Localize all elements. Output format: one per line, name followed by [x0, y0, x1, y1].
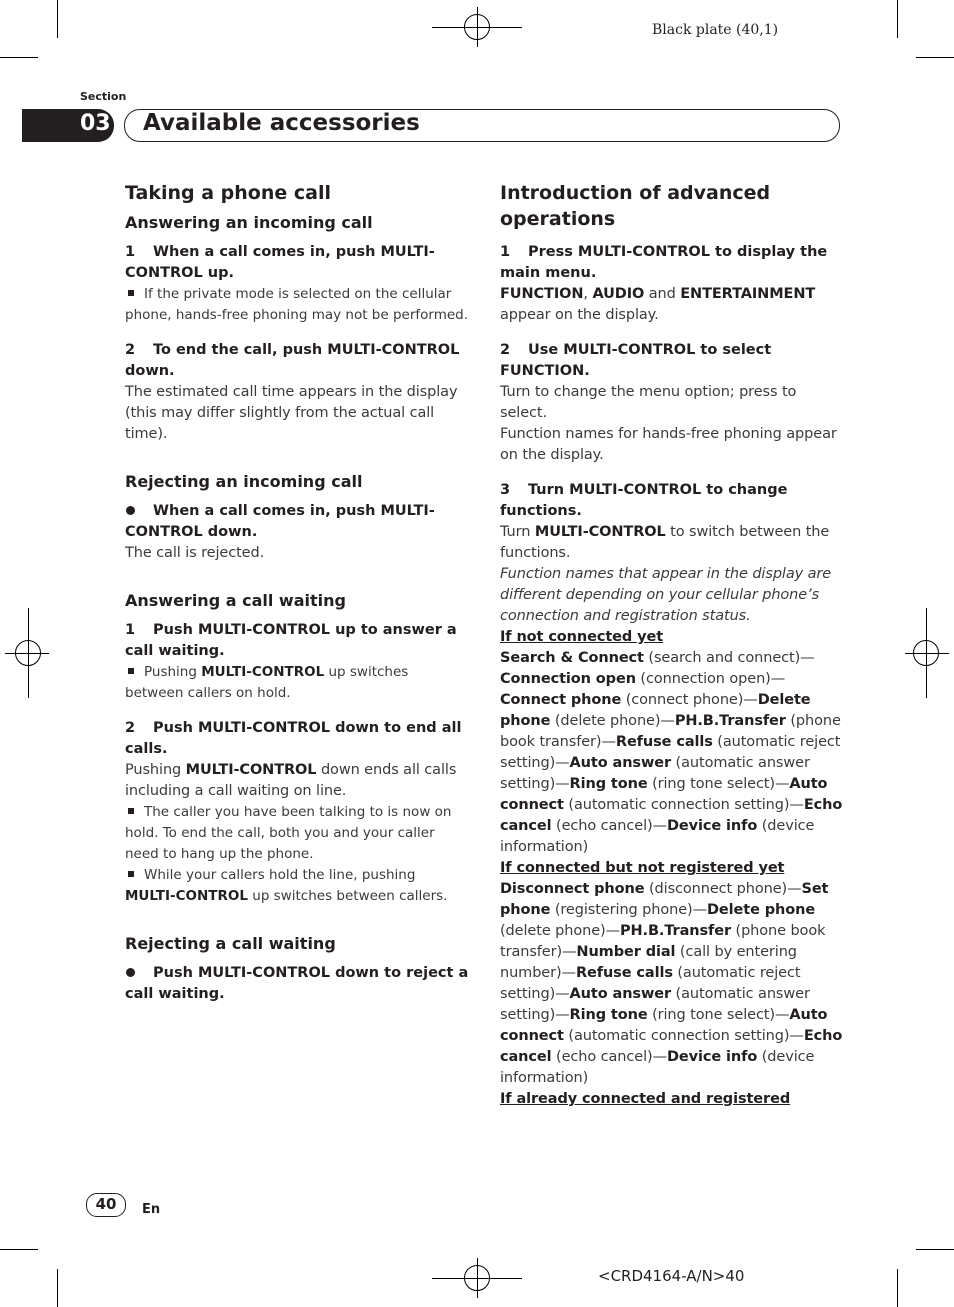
- function-name: Number dial: [576, 944, 676, 960]
- function-description: (disconnect phone)—: [644, 881, 802, 897]
- function-description: (registering phone)—: [550, 902, 707, 918]
- crop-mark: [0, 57, 38, 58]
- rejecting-step: When a call comes in, push MULTI-CONTROL down.: [125, 503, 435, 540]
- bullet-dot-icon: [126, 506, 135, 515]
- intro-step-3-italic: Function names that appear in the display are different depending on your cellular phone’s connection and registration status.: [500, 566, 832, 624]
- answering-body-2: The estimated call time appears in the display (this may differ slightly from the actual call time).: [125, 384, 458, 442]
- function-name: Device info: [666, 1049, 758, 1065]
- crop-mark: [0, 1249, 38, 1250]
- function-name: Auto connect: [500, 1007, 828, 1044]
- function-name: Echo cancel: [500, 797, 843, 834]
- intro-step-2: 2 Use MULTI-CONTROL to select FUNCTION.: [500, 342, 772, 379]
- waiting-note-2: The caller you have been talking to is now on hold. To end the call, both you and your caller need to hang up the phone.: [125, 804, 452, 862]
- language-label: En: [142, 1202, 161, 1217]
- function-name: Ring tone: [569, 776, 648, 792]
- bullet-square-icon: [128, 668, 134, 674]
- function-name: Ring tone: [569, 1007, 648, 1023]
- reject-waiting-step: Push MULTI-CONTROL down to reject a call waiting.: [125, 965, 469, 1002]
- right-title: Introduction of advanced operations: [500, 182, 771, 230]
- intro-step-3: 3 Turn MULTI-CONTROL to change functions.: [500, 482, 788, 519]
- not-connected-heading: If not connected yet: [500, 629, 664, 645]
- waiting-note-1: Pushing MULTI-CONTROL up switches between callers on hold.: [125, 664, 409, 701]
- function-description: (ring tone select)—: [647, 1007, 790, 1023]
- waiting-heading: Answering a call waiting: [125, 591, 346, 610]
- answering-step-2: 2 To end the call, push MULTI-CONTROL down.: [125, 342, 460, 379]
- function-name: Set phone: [500, 881, 829, 918]
- intro-step-2-body-1: Turn to change the menu option; press to select.: [500, 384, 797, 421]
- function-description: (ring tone select)—: [647, 776, 790, 792]
- function-name: Auto answer: [569, 986, 672, 1002]
- function-name: Disconnect phone: [500, 881, 645, 897]
- function-name: Delete phone: [500, 692, 811, 729]
- function-description: (device information): [500, 1049, 815, 1086]
- connected-not-registered-heading: If connected but not registered yet: [500, 860, 785, 876]
- section-label: Section: [80, 90, 127, 103]
- bullet-dot-icon: [126, 968, 135, 977]
- crop-mark: [916, 57, 954, 58]
- function-name: PH.B.Transfer: [674, 713, 786, 729]
- function-description: (automatic answer setting)—: [500, 986, 810, 1023]
- function-description: (phone book transfer)—: [500, 923, 826, 960]
- answering-note-1: If the private mode is selected on the cellular phone, hands-free phoning may not be performed.: [125, 286, 469, 323]
- function-description: (connect phone)—: [621, 692, 758, 708]
- document-code: <CRD4164-A/N>40: [598, 1267, 745, 1285]
- bullet-square-icon: [128, 808, 134, 814]
- not-connected-list: [500, 648, 845, 858]
- intro-step-1-body: FUNCTION, AUDIO and ENTERTAINMENT appear on the display.: [500, 286, 816, 323]
- function-name: PH.B.Transfer: [619, 923, 731, 939]
- bullet-square-icon: [128, 290, 134, 296]
- crop-mark: [897, 0, 898, 38]
- function-description: (echo cancel)—: [551, 818, 667, 834]
- function-description: (automatic reject setting)—: [500, 734, 841, 771]
- function-name: Refuse calls: [615, 734, 713, 750]
- function-description: (delete phone)—: [500, 923, 620, 939]
- answering-step-1: 1 When a call comes in, push MULTI-CONTROL up.: [125, 244, 435, 281]
- function-name: Refuse calls: [575, 965, 673, 981]
- answering-heading: Answering an incoming call: [125, 213, 373, 232]
- function-name: Connect phone: [500, 692, 622, 708]
- left-column: [125, 180, 470, 1005]
- already-connected-heading: If already connected and registered: [500, 1091, 791, 1107]
- function-name: Search & Connect: [500, 650, 644, 666]
- crop-mark: [57, 1269, 58, 1307]
- function-name: Auto connect: [500, 776, 828, 813]
- crop-mark: [916, 1249, 954, 1250]
- function-description: (phone book transfer)—: [500, 713, 841, 750]
- reject-waiting-heading: Rejecting a call waiting: [125, 934, 336, 953]
- waiting-step-1: 1 Push MULTI-CONTROL up to answer a call waiting.: [125, 622, 457, 659]
- function-description: (automatic connection setting)—: [563, 797, 804, 813]
- bullet-square-icon: [128, 871, 134, 877]
- rejecting-body: The call is rejected.: [125, 545, 265, 561]
- section-number: 03: [80, 111, 111, 136]
- function-name: Delete phone: [706, 902, 816, 918]
- plate-label: Black plate (40,1): [652, 22, 779, 38]
- page-number: 40: [95, 1195, 117, 1213]
- intro-step-3-body: Turn MULTI-CONTROL to switch between the functions.: [500, 524, 830, 561]
- rejecting-heading: Rejecting an incoming call: [125, 472, 363, 491]
- function-description: (connection open)—: [635, 671, 786, 687]
- waiting-body-2: Pushing MULTI-CONTROL down ends all calls including a call waiting on line.: [125, 762, 457, 799]
- waiting-step-2: 2 Push MULTI-CONTROL down to end all calls.: [125, 720, 462, 757]
- function-description: (search and connect)—: [643, 650, 815, 666]
- function-description: (echo cancel)—: [551, 1049, 667, 1065]
- function-name: Connection open: [500, 671, 636, 687]
- function-name: Echo cancel: [500, 1028, 843, 1065]
- function-description: (automatic reject setting)—: [500, 965, 801, 1002]
- connected-not-registered-list: [500, 879, 845, 1089]
- function-name: Auto answer: [569, 755, 672, 771]
- section-title: Available accessories: [143, 110, 420, 136]
- waiting-note-3: While your callers hold the line, pushing MULTI-CONTROL up switches between callers.: [125, 867, 448, 904]
- function-description: (automatic answer setting)—: [500, 755, 810, 792]
- crop-mark: [57, 0, 58, 38]
- function-description: (automatic connection setting)—: [563, 1028, 804, 1044]
- intro-step-1: 1 Press MULTI-CONTROL to display the main menu.: [500, 244, 828, 281]
- left-title: Taking a phone call: [125, 182, 331, 204]
- function-description: (delete phone)—: [550, 713, 675, 729]
- function-description: (call by entering number)—: [500, 944, 797, 981]
- intro-step-2-body-2: Function names for hands-free phoning appear on the display.: [500, 426, 837, 463]
- crop-mark: [897, 1269, 898, 1307]
- function-description: (device information): [500, 818, 815, 855]
- function-name: Device info: [666, 818, 758, 834]
- right-column: [500, 180, 845, 1110]
